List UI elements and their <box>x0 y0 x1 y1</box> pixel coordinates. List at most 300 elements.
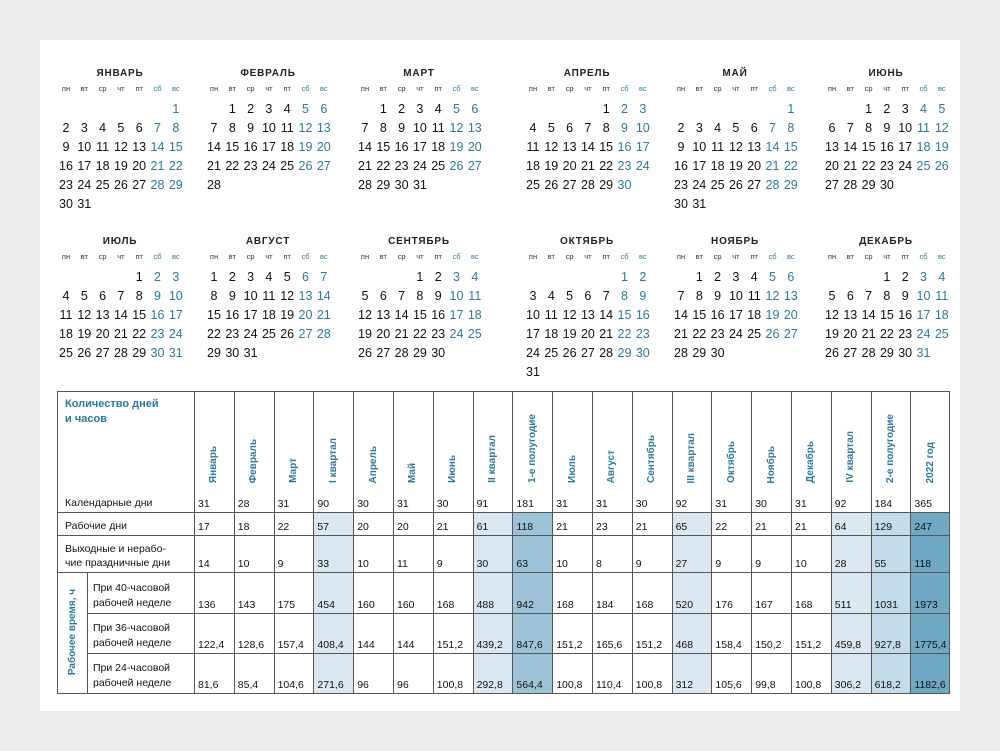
calendar-day: 9 <box>434 289 442 303</box>
calendar-day: 10 <box>728 289 743 303</box>
weekday-label: ср <box>565 252 574 261</box>
calendar-day: 14 <box>113 308 128 322</box>
calendar-day: 18 <box>934 308 949 322</box>
table-cell: 90 <box>317 498 330 510</box>
calendar-day: 2 <box>901 270 909 284</box>
calendar-day: 26 <box>280 327 295 341</box>
calendar-day: 21 <box>394 327 409 341</box>
calendar-day: 20 <box>467 140 482 154</box>
grid-line <box>57 391 950 392</box>
calendar-day: 29 <box>376 178 391 192</box>
calendar-day: 14 <box>150 140 165 154</box>
table-cell: 9 <box>715 558 722 570</box>
column-header-label: Апрель <box>367 445 379 483</box>
calendar-day: 30 <box>225 346 240 360</box>
calendar-day: 26 <box>765 327 780 341</box>
column-header <box>552 391 592 489</box>
calendar-day: 13 <box>467 121 482 135</box>
calendar-day: 3 <box>732 270 740 284</box>
calendar-day: 15 <box>692 308 707 322</box>
calendar-day: 7 <box>361 121 369 135</box>
calendar-day: 14 <box>599 308 614 322</box>
calendar-day: 4 <box>265 270 273 284</box>
calendar-day: 26 <box>358 346 372 360</box>
calendar-day: 1 <box>621 270 628 284</box>
table-cell: 100,8 <box>635 679 663 691</box>
weekday-label: ср <box>864 84 873 93</box>
calendar-day: 11 <box>917 121 930 135</box>
calendar-day: 3 <box>80 121 88 135</box>
calendar-day: 19 <box>544 159 559 173</box>
calendar-day: 7 <box>584 121 592 135</box>
column-header <box>313 391 353 489</box>
calendar-day: 2 <box>639 270 647 284</box>
table-cell: 8 <box>596 558 602 570</box>
calendar-day: 18 <box>526 159 540 173</box>
calendar-day: 3 <box>247 270 255 284</box>
calendar-day: 22 <box>692 327 707 341</box>
calendar-day: 27 <box>825 178 839 192</box>
table-cell: 160 <box>397 599 415 611</box>
weekday-label: вт <box>547 252 555 261</box>
column-header <box>831 391 871 489</box>
row-label: Выходные и нерабо- чие праздничные дни <box>65 543 171 569</box>
table-cell: 306,2 <box>834 679 862 691</box>
calendar-day: 23 <box>898 327 913 341</box>
calendar-day: 2 <box>714 270 722 284</box>
weekday-label: сб <box>452 252 461 261</box>
calendar-day: 13 <box>825 140 839 154</box>
calendar-day: 4 <box>471 270 479 284</box>
table-cell: 151,2 <box>436 639 464 651</box>
calendar-day: 23 <box>394 159 409 173</box>
calendar-day: 28 <box>358 178 372 192</box>
calendar-day: 17 <box>261 140 276 154</box>
grid-line <box>751 391 752 693</box>
calendar-day: 14 <box>861 308 876 322</box>
calendar-day: 29 <box>599 178 614 192</box>
table-cell: 65 <box>675 521 688 533</box>
table-cell: 312 <box>675 679 694 691</box>
month-name: ФЕВРАЛЬ <box>240 68 296 79</box>
weekday-label: вт <box>379 84 387 93</box>
calendar-day: 1 <box>228 102 236 116</box>
calendar-day: 16 <box>243 140 258 154</box>
weekday-label: чт <box>883 252 891 261</box>
table-cell: 20 <box>397 521 409 533</box>
row-label: При 40-часовой рабочей неделе <box>93 582 172 609</box>
table-cell: 167 <box>755 599 773 611</box>
calendar-day: 30 <box>635 346 650 360</box>
weekday-label: пн <box>827 84 837 93</box>
calendar-day: 29 <box>861 178 876 192</box>
calendar-day: 31 <box>412 178 427 192</box>
calendar-day: 4 <box>434 102 442 116</box>
grid-line <box>313 391 314 693</box>
calendar-day: 11 <box>526 140 540 154</box>
month-name: НОЯБРЬ <box>711 236 759 247</box>
table-cell: 31 <box>715 498 728 510</box>
weekday-label: ср <box>98 84 107 93</box>
calendar-day: 21 <box>674 327 688 341</box>
calendar-day: 19 <box>562 327 577 341</box>
calendar-day: 2 <box>154 270 161 284</box>
calendar-day: 25 <box>544 346 559 360</box>
table-cell: 1031 <box>874 599 898 611</box>
grid-line <box>949 391 950 693</box>
calendar-day: 5 <box>117 121 125 135</box>
calendar-day: 10 <box>412 121 427 135</box>
weekday-label: ср <box>397 252 406 261</box>
calendar-day: 28 <box>207 178 221 192</box>
grid-line <box>672 391 673 693</box>
calendar-day: 30 <box>617 178 632 192</box>
table-cell: 942 <box>516 599 534 611</box>
calendar-day: 18 <box>431 140 446 154</box>
calendar-day: 24 <box>412 159 427 173</box>
row-label: При 36-часовой рабочей неделе <box>93 622 172 649</box>
calendar-day: 31 <box>77 197 92 211</box>
calendar-day: 11 <box>468 289 482 303</box>
calendar-day: 29 <box>617 346 632 360</box>
calendar-day: 23 <box>225 327 240 341</box>
calendar-day: 8 <box>135 289 143 303</box>
calendar-day: 24 <box>77 178 92 192</box>
calendar-day: 20 <box>562 159 577 173</box>
table-cell: 28 <box>237 498 250 510</box>
table-cell: 118 <box>914 558 932 570</box>
calendar-day: 29 <box>207 346 221 360</box>
calendar-day: 8 <box>416 289 424 303</box>
weekday-label: пн <box>676 252 686 261</box>
table-cell: 22 <box>277 521 290 533</box>
calendar-day: 30 <box>898 346 913 360</box>
weekday-label: пн <box>676 84 686 93</box>
calendar-day: 31 <box>526 365 540 379</box>
table-cell: 9 <box>436 558 443 570</box>
table-cell: 150,2 <box>755 639 782 651</box>
table-cell: 168 <box>635 599 654 611</box>
column-header <box>751 391 791 489</box>
weekday-label: сб <box>452 84 461 93</box>
calendar-day: 9 <box>228 289 236 303</box>
calendar-day: 24 <box>261 159 276 173</box>
calendar-day: 11 <box>431 121 445 135</box>
calendar-day: 29 <box>412 346 427 360</box>
calendar-day: 11 <box>59 308 73 322</box>
calendar-day: 15 <box>225 140 240 154</box>
calendar-day: 28 <box>599 346 614 360</box>
calendar-day: 18 <box>544 327 559 341</box>
column-header <box>791 391 831 489</box>
table-cell: 21 <box>556 521 568 533</box>
calendar-day: 11 <box>747 289 761 303</box>
calendar-day: 12 <box>825 308 839 322</box>
calendar-day: 8 <box>172 121 180 135</box>
row-label: При 24-часовой рабочей неделе <box>93 662 172 689</box>
calendar-day: 26 <box>562 346 577 360</box>
column-header-label: Август <box>606 449 618 483</box>
weekday-label: вс <box>470 84 479 93</box>
table-cell: 30 <box>357 498 369 510</box>
column-header <box>632 391 672 489</box>
calendar-day: 5 <box>566 289 574 303</box>
calendar-day: 26 <box>113 178 128 192</box>
calendar-day: 9 <box>714 289 722 303</box>
weekday-label: сб <box>153 84 162 93</box>
weekday-label: вс <box>786 84 795 93</box>
calendar-day: 29 <box>132 346 147 360</box>
table-cell: 165,6 <box>596 639 623 651</box>
weekday-label: вс <box>937 252 946 261</box>
calendar-day: 31 <box>916 346 931 360</box>
weekday-label: пн <box>528 84 538 93</box>
calendar-day: 12 <box>765 289 780 303</box>
column-header <box>910 391 950 489</box>
weekday-label: вс <box>319 84 328 93</box>
calendar-day: 16 <box>394 140 409 154</box>
calendar-day: 18 <box>280 140 295 154</box>
calendar-day: 26 <box>298 159 313 173</box>
calendar-day: 24 <box>916 327 931 341</box>
calendar-day: 9 <box>154 289 161 303</box>
table-cell: 927,8 <box>874 639 901 651</box>
calendar-day: 16 <box>431 308 446 322</box>
table-cell: 10 <box>556 558 568 570</box>
calendar-day: 24 <box>243 327 258 341</box>
table-cell: 31 <box>556 498 568 510</box>
calendar-page <box>40 40 960 711</box>
calendar-day: 26 <box>728 178 743 192</box>
table-cell: 30 <box>755 498 767 510</box>
calendar-day: 22 <box>783 159 798 173</box>
table-cell: 20 <box>357 521 369 533</box>
calendar-day: 9 <box>247 121 255 135</box>
grid-line <box>473 391 474 693</box>
calendar-day: 16 <box>617 140 632 154</box>
calendar-day: 17 <box>898 140 913 154</box>
calendar-day: 5 <box>361 289 369 303</box>
calendar-day: 2 <box>228 270 236 284</box>
calendar-day: 6 <box>135 121 143 135</box>
calendar-day: 23 <box>243 159 258 173</box>
weekday-label: ср <box>565 84 574 93</box>
weekday-label: вт <box>80 84 88 93</box>
calendar-day: 5 <box>828 289 836 303</box>
table-cell: 271,6 <box>317 679 344 691</box>
table-cell: 247 <box>914 521 932 533</box>
calendar-day: 12 <box>562 308 577 322</box>
table-title: Количество дней и часов <box>65 398 159 425</box>
grid-line <box>791 391 792 693</box>
calendar-day: 17 <box>168 308 183 322</box>
calendar-day: 22 <box>861 159 876 173</box>
table-cell: 100,8 <box>556 679 583 691</box>
calendar-day: 20 <box>376 327 391 341</box>
weekday-label: пн <box>61 84 71 93</box>
calendar-day: 11 <box>262 289 276 303</box>
weekday-label: вс <box>786 252 795 261</box>
calendar-day: 12 <box>358 308 372 322</box>
calendar-day: 15 <box>599 140 614 154</box>
table-cell: 488 <box>476 599 495 611</box>
weekday-label: чт <box>416 252 424 261</box>
table-cell: 110,4 <box>596 679 622 691</box>
weekday-label: пн <box>61 252 71 261</box>
calendar-day: 27 <box>298 327 313 341</box>
table-cell: 618,2 <box>874 679 901 691</box>
calendar-day: 16 <box>879 140 894 154</box>
weekday-label: вс <box>638 84 647 93</box>
calendar-day: 3 <box>416 102 424 116</box>
calendar-day: 4 <box>750 270 758 284</box>
calendar-day: 2 <box>677 121 685 135</box>
table-cell: 92 <box>834 498 847 510</box>
calendar-day: 18 <box>59 327 73 341</box>
weekday-label: вт <box>846 252 854 261</box>
month-name: МАРТ <box>403 68 435 79</box>
calendar-day: 17 <box>728 308 743 322</box>
calendar-day: 12 <box>113 140 128 154</box>
table-cell: 520 <box>675 599 694 611</box>
calendar-day: 22 <box>225 159 240 173</box>
calendar-day: 19 <box>77 327 92 341</box>
calendar-day: 5 <box>80 289 88 303</box>
calendar-day: 17 <box>526 327 540 341</box>
calendar-day: 23 <box>879 159 894 173</box>
table-cell: 33 <box>317 558 330 570</box>
calendar-day: 10 <box>243 289 258 303</box>
weekday-label: ср <box>246 252 255 261</box>
calendar-day: 29 <box>168 178 183 192</box>
calendar-day: 22 <box>599 159 614 173</box>
calendar-day: 14 <box>358 140 372 154</box>
grid-line <box>87 653 950 654</box>
table-cell: 21 <box>436 521 449 533</box>
calendar-day: 23 <box>59 178 73 192</box>
table-cell: 22 <box>715 521 728 533</box>
table-cell: 10 <box>237 558 250 570</box>
column-header <box>353 391 393 489</box>
table-cell: 408,4 <box>317 639 344 651</box>
weekday-label: пт <box>283 252 291 261</box>
calendar-day: 14 <box>207 140 221 154</box>
calendar-day: 13 <box>562 140 577 154</box>
calendar-day: 5 <box>302 102 309 116</box>
weekday-label: вт <box>228 252 236 261</box>
weekday-label: чт <box>584 252 592 261</box>
calendar-day: 12 <box>449 121 464 135</box>
calendar-day: 17 <box>243 308 258 322</box>
calendar-day: 5 <box>283 270 291 284</box>
weekday-label: вс <box>638 252 647 261</box>
grid-line <box>711 391 712 693</box>
weekday-label: вс <box>470 252 479 261</box>
column-header <box>871 391 911 489</box>
row-label: Рабочие дни <box>65 520 128 532</box>
calendar-day: 28 <box>113 346 128 360</box>
table-cell: 21 <box>755 521 767 533</box>
weekday-label: вс <box>171 84 180 93</box>
calendar-day: 5 <box>453 102 460 116</box>
calendar-day: 22 <box>168 159 183 173</box>
table-cell: 91 <box>476 498 489 510</box>
table-cell: 64 <box>834 521 847 533</box>
column-header-label: IV квартал <box>845 431 857 483</box>
month-name: ИЮНЬ <box>868 68 904 79</box>
group-label: Рабочее время, ч <box>66 589 78 676</box>
table-cell: 151,2 <box>795 639 822 651</box>
weekday-label: сб <box>620 252 629 261</box>
calendar-day: 9 <box>901 289 909 303</box>
table-cell: 28 <box>834 558 847 570</box>
calendar-day: 2 <box>247 102 255 116</box>
calendar-day: 27 <box>132 178 147 192</box>
weekday-label: пт <box>434 84 442 93</box>
weekday-label: ср <box>713 84 722 93</box>
calendar-day: 17 <box>412 140 427 154</box>
column-header-label: Декабрь <box>805 441 817 483</box>
calendar-day: 8 <box>695 289 703 303</box>
calendar-day: 8 <box>228 121 236 135</box>
calendar-day: 6 <box>828 121 836 135</box>
table-cell: 31 <box>198 498 210 510</box>
calendar-day: 10 <box>898 121 913 135</box>
calendar-day: 16 <box>635 308 650 322</box>
calendar-day: 19 <box>280 308 295 322</box>
calendar-day: 5 <box>769 270 776 284</box>
weekday-label: пт <box>283 84 291 93</box>
calendar-day: 25 <box>467 327 482 341</box>
grid-line <box>194 391 195 693</box>
calendar-day: 15 <box>207 308 221 322</box>
grid-line <box>433 391 434 693</box>
calendar-day: 30 <box>394 178 409 192</box>
calendar-day: 17 <box>635 140 650 154</box>
table-cell: 122,4 <box>198 639 225 651</box>
calendar-day: 7 <box>320 270 328 284</box>
calendar-day: 20 <box>825 159 839 173</box>
column-header <box>592 391 632 489</box>
table-cell: 57 <box>317 521 330 533</box>
weekday-label: пт <box>750 252 758 261</box>
calendar-day: 4 <box>714 121 722 135</box>
calendar-day: 25 <box>95 178 110 192</box>
calendar-day: 23 <box>674 178 688 192</box>
table-cell: 144 <box>357 639 375 651</box>
column-header-label: Октябрь <box>725 441 737 483</box>
calendar-day: 7 <box>154 121 161 135</box>
weekday-label: ср <box>98 252 107 261</box>
calendar-day: 10 <box>168 289 183 303</box>
table-cell: 27 <box>675 558 688 570</box>
grid-line <box>592 391 593 693</box>
calendar-day: 12 <box>934 121 949 135</box>
calendar-day: 20 <box>783 308 798 322</box>
calendar-day: 5 <box>732 121 740 135</box>
grid-line <box>871 391 872 693</box>
calendar-day: 9 <box>677 140 685 154</box>
table-cell: 184 <box>874 498 893 510</box>
calendar-day: 14 <box>674 308 688 322</box>
calendar-day: 1 <box>883 270 891 284</box>
weekday-label: пт <box>135 252 143 261</box>
table-cell: 9 <box>755 558 762 570</box>
calendar-day: 21 <box>316 308 331 322</box>
calendar-day: 8 <box>883 289 891 303</box>
column-header-label: III квартал <box>685 432 697 483</box>
calendar-day: 6 <box>320 102 328 116</box>
